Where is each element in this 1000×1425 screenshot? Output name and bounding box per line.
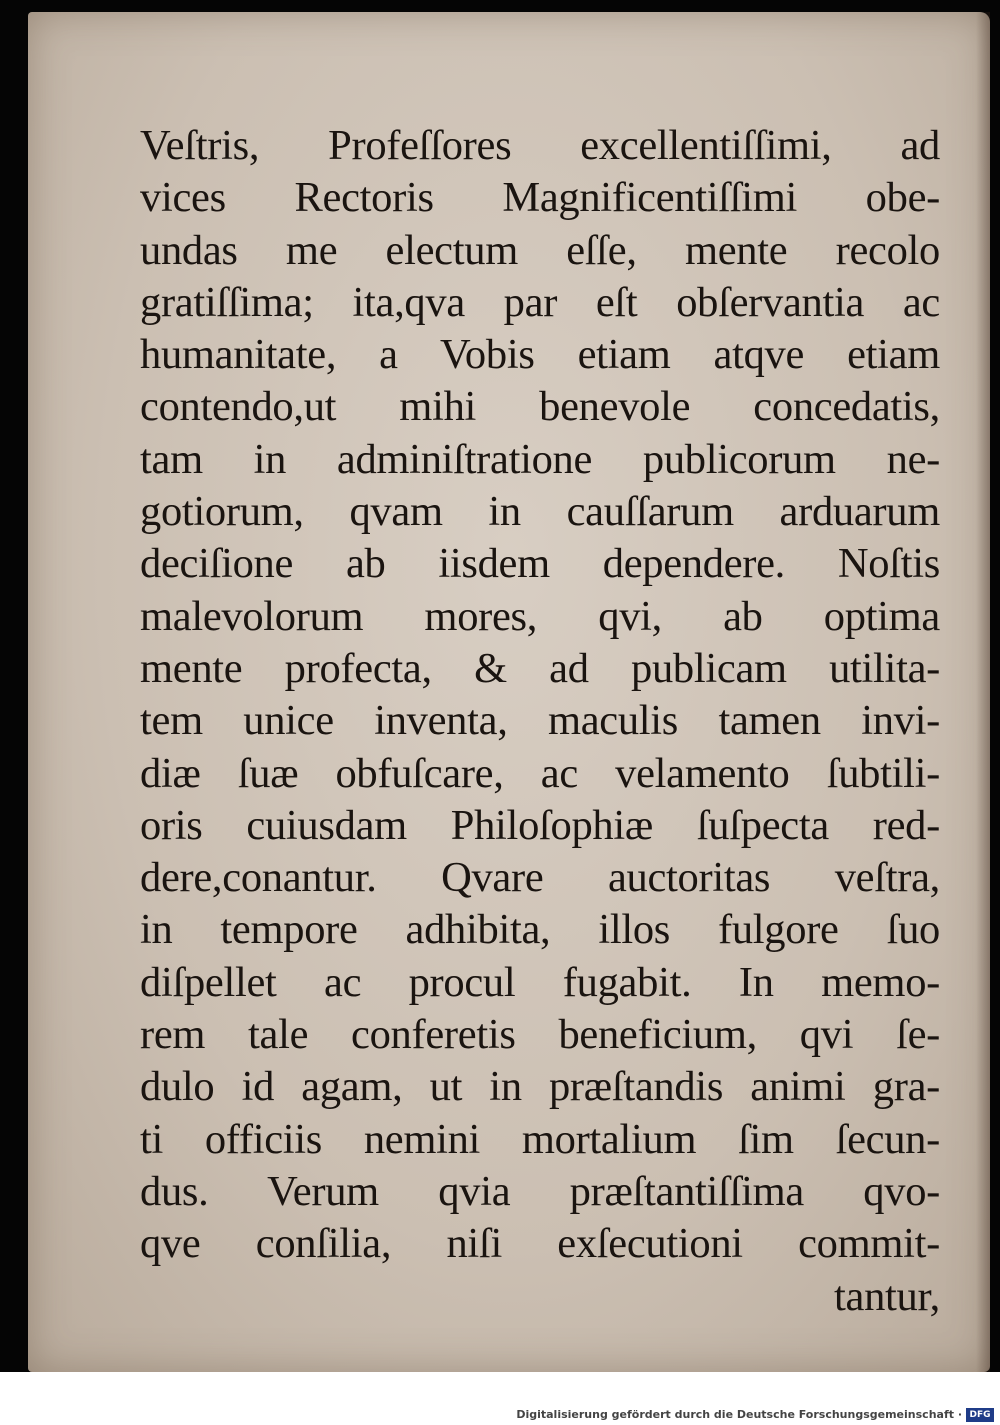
text-line: in tempore adhibita, illos fulgore ſuo (140, 906, 940, 954)
text-line: tam in adminiſtratione publicorum ne- (140, 435, 940, 483)
text-line: malevolorum mores, qvi, ab optima (140, 592, 940, 640)
text-line: dus. Verum qvia præſtantiſſima qvo- (140, 1167, 940, 1215)
text-line: qve conſilia, niſi exſecutioni commit- (140, 1220, 940, 1268)
text-line: diſpellet ac procul fugabit. In memo- (140, 958, 940, 1006)
text-line: gotiorum, qvam in cauſſarum arduarum (140, 488, 940, 536)
text-line: contendo,ut mihi benevole concedatis, (140, 383, 940, 431)
text-line: rem tale conferetis beneficium, qvi ſe- (140, 1011, 940, 1059)
text-line: dulo id agam, ut in præſtandis animi gra- (140, 1063, 940, 1111)
text-line: oris cuiusdam Philoſophiæ ſuſpecta red- (140, 801, 940, 849)
funding-credit: Digitalisierung gefördert durch die Deutsche Forschungsgemeinschaft · (516, 1408, 962, 1421)
body-text (140, 120, 940, 1323)
catchword: tantur, (834, 1272, 940, 1320)
text-line: ti officiis nemini mortalium ſim ſecun- (140, 1115, 940, 1163)
text-line: diæ ſuæ obfuſcare, ac velamento ſubtili- (140, 749, 940, 797)
text-line: humanitate, a Vobis etiam atqve etiam (140, 331, 940, 379)
scanned-page (28, 12, 990, 1372)
text-line: tem unice inventa, maculis tamen invi- (140, 697, 940, 745)
text-line: undas me electum eſſe, mente recolo (140, 226, 940, 274)
text-line: dere,conantur. Qvare auctoritas veſtra, (140, 854, 940, 902)
text-line: vices Rectoris Magnificentiſſimi obe- (140, 174, 940, 222)
footer-bar (0, 1372, 1000, 1425)
text-line: Veſtris, Profeſſores excellentiſſimi, ad (140, 122, 940, 169)
text-line: gratiſſima; ita,qva par eſt obſervantia ac (140, 278, 940, 326)
dfg-logo-icon: DFG (966, 1408, 994, 1422)
text-line: deciſione ab iisdem dependere. Noſtis (140, 540, 940, 588)
text-line: mente profecta, & ad publicam utilita- (140, 644, 940, 692)
page-edge-shadow (976, 12, 990, 1372)
